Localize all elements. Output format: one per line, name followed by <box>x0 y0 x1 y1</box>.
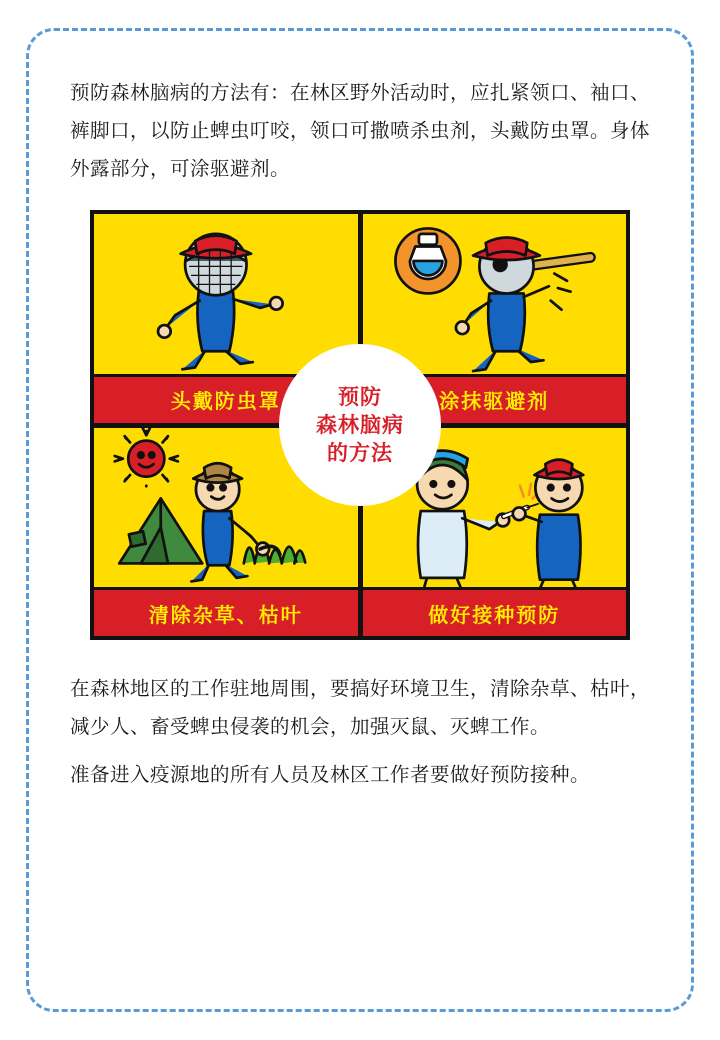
document-content <box>26 28 694 1012</box>
panel-3-caption: 清除杂草、枯叶 <box>94 587 358 636</box>
body-paragraph-2: 准备进入疫源地的所有人员及林区工作者要做好预防接种。 <box>70 763 591 787</box>
panel-1-illustration <box>94 214 358 377</box>
panel-1-caption: 头戴防虫罩 <box>94 374 358 423</box>
center-title-line-3: 的方法 <box>327 440 393 466</box>
center-title-line-2: 森林脑病 <box>316 411 404 437</box>
panel-2-illustration <box>363 214 627 377</box>
body-paragraph-1: 在森林地区的工作驻地周围，要搞好环境卫生，清除杂草、枯叶，减少人、畜受蜱虫侵袭的机会，加强灭鼠、灭蜱工作。 <box>70 677 651 739</box>
panel-2-caption: 涂抹驱避剂 <box>363 374 627 423</box>
person-with-insect-net-hood-icon <box>94 214 358 377</box>
prevention-poster <box>90 210 630 640</box>
panel-4-caption: 做好接种预防 <box>363 587 627 636</box>
person-applying-repellent-icon <box>363 214 627 377</box>
center-title-line-1: 预防 <box>338 383 382 409</box>
intro-paragraph: 预防森林脑病的方法有：在林区野外活动时，应扎紧领口、袖口、裤脚口，以防止蜱虫叮咬，领口可撒喷杀虫剂，头戴防虫罩。身体外露部分，可涂驱避剂。 <box>70 81 651 181</box>
poster-center-title <box>281 346 439 504</box>
